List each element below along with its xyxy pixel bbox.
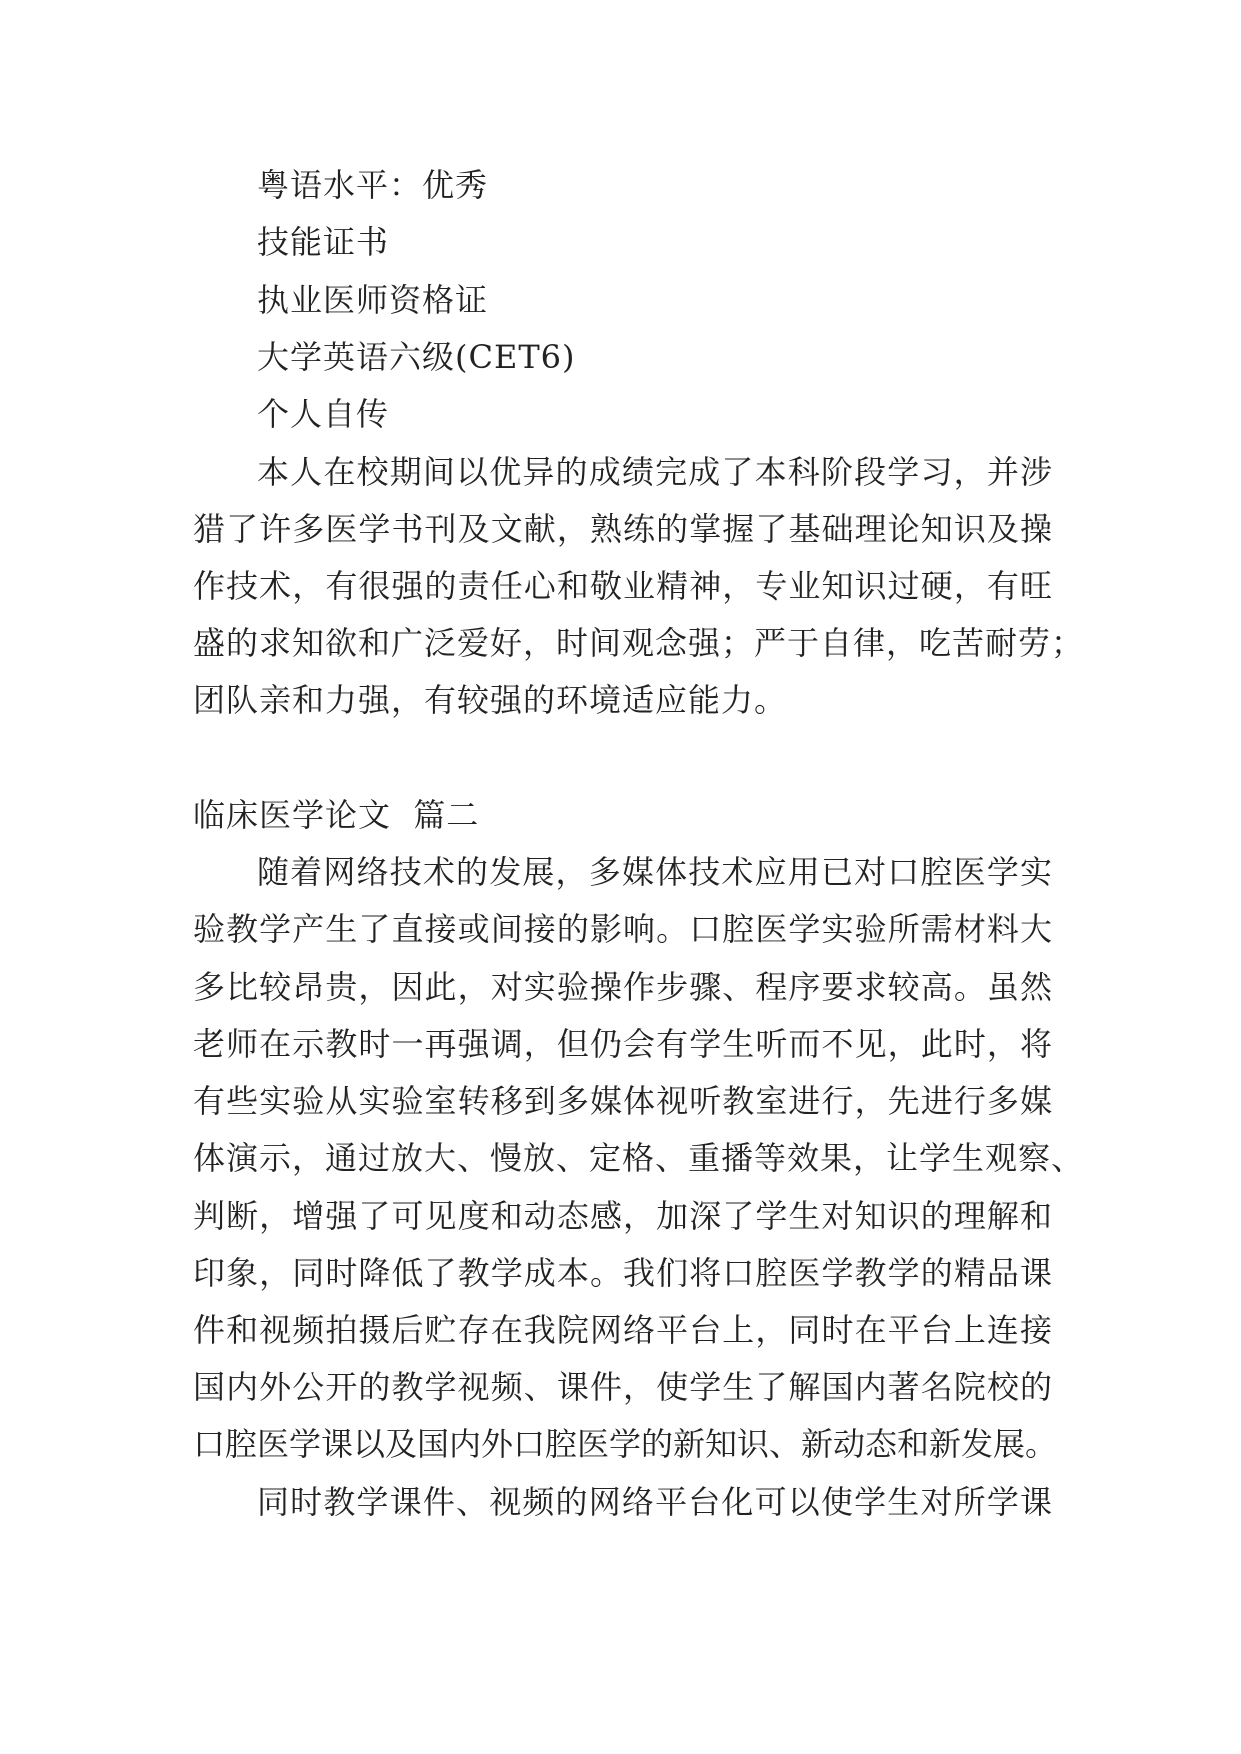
paragraph-line: 老师在示教时一再强调，但仍会有学生听而不见，此时，将 — [193, 1025, 1053, 1063]
paragraph-line: 印象，同时降低了教学成本。我们将口腔医学教学的精品课 — [193, 1254, 1053, 1292]
paragraph-line: 多比较昂贵，因此，对实验操作步骤、程序要求较高。虽然 — [193, 968, 1053, 1006]
certificate-item: 执业医师资格证 — [257, 281, 489, 319]
paragraph-line: 有些实验从实验室转移到多媒体视听教室进行，先进行多媒 — [193, 1082, 1053, 1120]
bio-heading: 个人自传 — [257, 395, 390, 433]
paragraph-line: 件和视频拍摄后贮存在我院网络平台上，同时在平台上连接 — [193, 1311, 1053, 1349]
bio-line: 盛的求知欲和广泛爱好，时间观念强；严于自律，吃苦耐劳； — [193, 624, 1085, 662]
paragraph-line: 体演示，通过放大、慢放、定格、重播等效果，让学生观察、 — [193, 1139, 1085, 1177]
skills-heading: 技能证书 — [257, 223, 390, 261]
paragraph-line: 国内外公开的教学视频、课件，使学生了解国内著名院校的 — [193, 1368, 1053, 1406]
paragraph-line: 口腔医学课以及国内外口腔医学的新知识、新动态和新发展。 — [193, 1425, 1058, 1463]
section-title: 临床医学论文 篇二 — [193, 796, 480, 834]
paragraph-line: 判断，增强了可见度和动态感，加深了学生对知识的理解和 — [193, 1197, 1053, 1235]
bio-line: 本人在校期间以优异的成绩完成了本科阶段学习，并涉 — [257, 453, 1053, 491]
bio-line: 团队亲和力强，有较强的环境适应能力。 — [193, 681, 788, 719]
paragraph-line: 同时教学课件、视频的网络平台化可以使学生对所学课 — [257, 1483, 1053, 1521]
paragraph-line: 验教学产生了直接或间接的影响。口腔医学实验所需材料大 — [193, 910, 1053, 948]
cantonese-level: 粤语水平：优秀 — [257, 166, 489, 204]
bio-line: 作技术，有很强的责任心和敬业精神，专业知识过硬，有旺 — [193, 567, 1053, 605]
bio-line: 猎了许多医学书刊及文献，熟练的掌握了基础理论知识及操 — [193, 510, 1053, 548]
paragraph-line: 随着网络技术的发展，多媒体技术应用已对口腔医学实 — [257, 853, 1053, 891]
certificate-item: 大学英语六级(CET6) — [257, 338, 576, 376]
